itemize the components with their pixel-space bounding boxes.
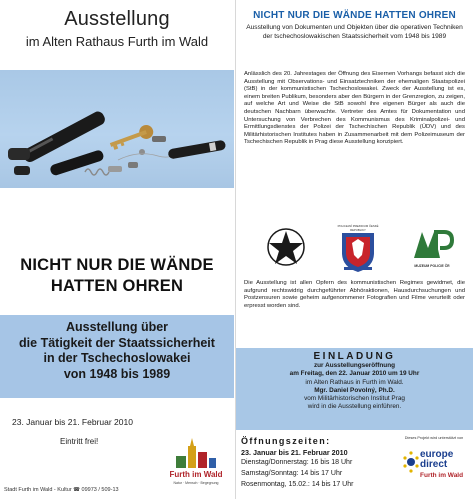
europe-direct-logo — [402, 446, 470, 494]
europe-direct-line1: europe — [420, 449, 454, 460]
entry-note: Eintritt frei! — [60, 437, 99, 446]
invitation-line: am Freitag, den 22. Januar 2010 um 19 Uhr — [289, 370, 420, 378]
europe-direct-line2: direct — [420, 459, 448, 470]
exhibition-title: Ausstellung — [64, 8, 170, 30]
headline-line: HATTEN OHREN — [50, 277, 184, 295]
opening-hours-row: Rosenmontag, 15.02.: 14 bis 17 Uhr — [241, 481, 354, 488]
muzeum-policie-icon — [410, 226, 454, 262]
left-panel — [0, 0, 234, 499]
partner-logos — [244, 222, 465, 274]
invitation-line: im Alten Rathaus in Furth im Wald. — [305, 378, 404, 386]
police-museum-logo — [410, 226, 454, 272]
europe-direct-location: Furth im Wald — [420, 472, 464, 479]
right-title: NICHT NUR DIE WÄNDE HATTEN OHREN — [253, 10, 456, 21]
police-presidium-crest — [336, 224, 380, 272]
headline-line: NICHT NUR DIE WÄNDE — [20, 256, 214, 274]
description-line: Ausstellung über — [65, 320, 169, 334]
exhibition-dates: 23. Januar bis 21. Februar 2010 — [12, 417, 133, 427]
furth-logo-icon — [168, 436, 224, 470]
muzeum-caption: MUZEUM POLICIE ČR — [414, 264, 450, 268]
spy-devices-illustration — [0, 70, 234, 188]
invitation-line: wird in die Ausstellung einführen. — [307, 403, 402, 411]
description-line: von 1948 bis 1989 — [63, 366, 171, 381]
exhibition-body-text: Anlässlich des 20. Jahrestages der Öffnung des Eisernen Vorhangs befasst sich die Ausstellung mit Observations- und Einsatztechniken der ehemaligen Staatspolizei (StB) in der kommunistischen Tschechoslowakei. Zweck der Ausstellung ist es, einem breiten Publikum, besonders aber den Bürgern in der Grenzregion, zu zeigen, auf welche Art und Weise die StB sowohl ihre eigenen Bürger als auch die deutschen Nachbarn überwachte. Vertreter des Amtes für Dokumentation und Untersuchung von Verbrechen des Kommunismus des Kriminalpolizei- und Ermittlungsdienstes der Polizei der Tschechischen Republik (ÚDV) und des Militärhistorischen Institutes haben in Zusammenarbeit mit dem Polizeimuseum der Tschechischen Republik in Prag diese Ausstellung konzipiert. — [244, 71, 465, 146]
furth-logo-tagline: Natur · Mensch · Begegnung — [173, 481, 219, 485]
eu-stars-icon — [402, 450, 420, 480]
opening-hours-row: Dienstag/Donnerstag: 16 bis 18 Uhr — [241, 459, 353, 466]
description-line: die Tätigkeit der Staatssicherheit — [19, 335, 215, 350]
crest-caption: POLICEJNÍ PREZIDIUM ČESKÉ REPUBLIKY — [337, 224, 379, 232]
description-line: in der Tschechoslowakei — [43, 351, 191, 365]
invitation-heading: EINLADUNG — [313, 351, 396, 362]
furth-logo-text: Furth im Wald — [169, 470, 223, 479]
right-subtitle: Ausstellung von Dokumenten und Objekten über die operativen Techniken der tschechoslowakischen Staatssicherheit vom 1948 bis 1989 — [246, 24, 463, 40]
udv-star-logo-icon — [266, 227, 306, 267]
invitation-line: zur Ausstellungseröffnung — [313, 362, 396, 369]
contact-footer: Stadt Furth im Wald - Kultur ☎ 09973 / 509-13 — [4, 487, 119, 493]
furth-im-wald-logo — [168, 436, 224, 496]
invitation-line: vom Militärhistorischen Institut Prag — [304, 395, 405, 403]
exhibition-headline — [0, 255, 234, 297]
dedication-text: Die Ausstellung ist allen Opfern des kommunistischen Regimes gewidmet, die aufgrund rechtswidrig durchgeführter Abhöraktionen, Hausdurchsuchungen und Postzensuren sowie geheim aufgenommener Fotografien und Filme verurteilt oder erpresst worden sind. — [244, 280, 465, 309]
right-panel — [236, 0, 473, 499]
opening-hours-dates: 23. Januar bis 21. Februar 2010 — [241, 448, 348, 457]
spy-devices-photo — [0, 70, 234, 188]
czech-crest-icon — [336, 229, 380, 273]
exhibition-description-box — [0, 315, 234, 398]
opening-hours-row: Samstag/Sonntag: 14 bis 17 Uhr — [241, 470, 343, 477]
sponsor-caption: Dieses Projekt wird unterstützt von — [404, 436, 464, 440]
invitation-box — [236, 348, 473, 430]
invitation-line: Mgr. Daniel Povolný, Ph.D. — [314, 386, 395, 394]
exhibition-location: im Alten Rathaus Furth im Wald — [25, 34, 209, 49]
opening-hours-title: Öffnungszeiten: — [241, 436, 331, 446]
